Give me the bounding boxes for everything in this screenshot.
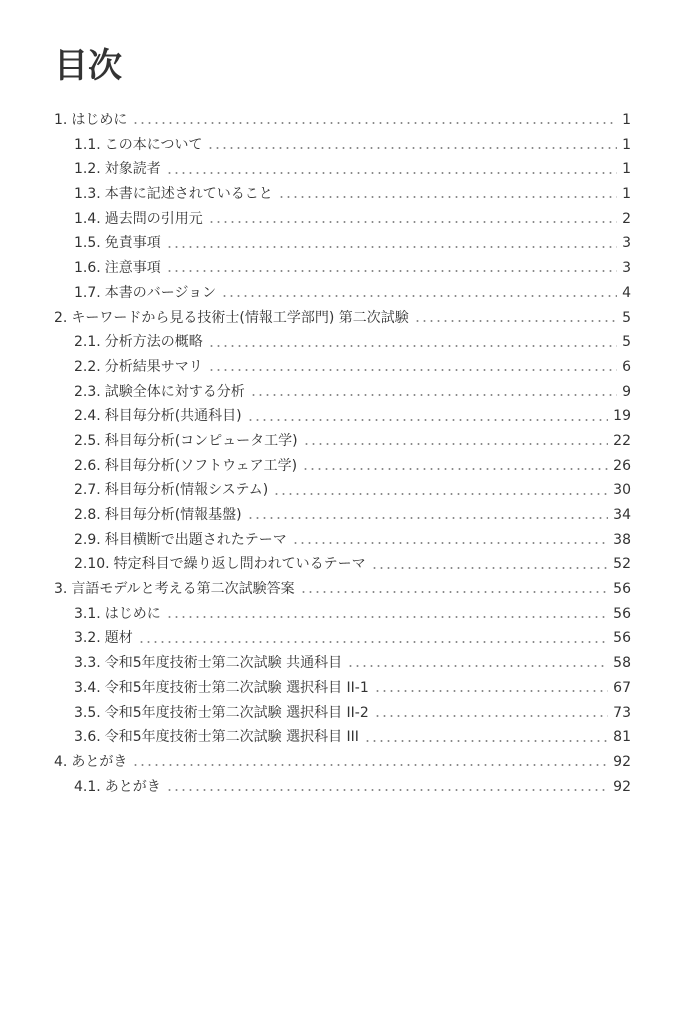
toc-entry-title: 令和5年度技術士第二次試験 選択科目 II-1 xyxy=(104,679,369,696)
toc-entry-title: 令和5年度技術士第二次試験 共通科目 xyxy=(104,655,343,672)
toc-entry-number: 2.2. xyxy=(74,358,101,375)
dot-leader xyxy=(208,368,617,372)
dot-leader xyxy=(207,146,617,150)
dot-leader xyxy=(364,739,608,743)
toc-entry[interactable] xyxy=(54,602,631,627)
toc-entry[interactable] xyxy=(54,701,631,726)
dot-leader xyxy=(166,788,608,792)
toc-entry-page-number: 5 xyxy=(622,334,631,351)
dot-leader xyxy=(273,492,608,496)
toc-entry[interactable] xyxy=(54,306,631,331)
toc-entry-number: 2.3. xyxy=(74,383,101,400)
toc-entry-number: 2.6. xyxy=(74,457,101,474)
toc-entry-number: 1.1. xyxy=(74,136,101,153)
toc-entry-number: 3. xyxy=(54,581,68,598)
dot-leader xyxy=(414,319,617,323)
toc-entry-number: 1.6. xyxy=(74,260,101,277)
dot-leader xyxy=(221,294,617,298)
toc-entry[interactable] xyxy=(54,108,631,133)
toc-entry-page-number: 52 xyxy=(613,556,631,573)
toc-entry-title: キーワードから見る技術士(情報工学部門) 第二次試験 xyxy=(71,309,409,326)
toc-entry[interactable] xyxy=(54,231,631,256)
toc-entry-title: 科目毎分析(情報システム) xyxy=(104,482,269,499)
dot-leader xyxy=(303,442,609,446)
toc-entry-number: 4.1. xyxy=(74,778,101,795)
toc-entry-page-number: 1 xyxy=(622,112,631,128)
toc-entry[interactable] xyxy=(54,552,631,577)
toc-entry-page-number: 38 xyxy=(613,531,631,548)
toc-entry-page-number: 56 xyxy=(613,630,631,647)
toc-entry-number: 4. xyxy=(54,753,68,770)
toc-entry-title: 科目毎分析(コンピュータ工学) xyxy=(104,432,298,449)
toc-entry-title: 試験全体に対する分析 xyxy=(104,383,245,400)
dot-leader xyxy=(247,418,609,422)
toc-entry-number: 1.2. xyxy=(74,161,101,178)
toc-entry-title: 科目毎分析(情報基盤) xyxy=(104,507,242,523)
toc-entry-title: 科目横断で出題されたテーマ xyxy=(104,531,287,548)
toc-entry-page-number: 67 xyxy=(613,679,631,696)
toc-entry-number: 3.2. xyxy=(74,630,101,647)
toc-entry-title: 科目毎分析(共通科目) xyxy=(104,408,242,425)
toc-entry[interactable] xyxy=(54,528,631,553)
toc-entry[interactable] xyxy=(54,157,631,182)
toc-entry[interactable] xyxy=(54,478,631,503)
toc-entry-title: 注意事項 xyxy=(104,260,161,277)
toc-entry[interactable] xyxy=(54,355,631,380)
toc-entry-number: 3.5. xyxy=(74,704,101,721)
toc-entry[interactable] xyxy=(54,380,631,405)
toc-entry-number: 3.1. xyxy=(74,605,101,622)
toc-entry-number: 2.9. xyxy=(74,531,101,548)
toc-entry[interactable] xyxy=(54,429,631,454)
toc-entry-number: 2.7. xyxy=(74,482,101,499)
toc-entry-title: はじめに xyxy=(104,605,161,622)
toc-entry-number: 3.4. xyxy=(74,679,101,696)
toc-entry-title: はじめに xyxy=(71,112,128,128)
toc-entry[interactable] xyxy=(54,750,631,775)
dot-leader xyxy=(300,590,609,594)
toc-entry-page-number: 1 xyxy=(622,136,631,153)
toc-entry-number: 3.3. xyxy=(74,655,101,672)
toc-entry-page-number: 19 xyxy=(613,408,631,425)
toc-entry-title: 特定科目で繰り返し問われているテーマ xyxy=(113,556,366,573)
toc-entry-title: 免責事項 xyxy=(104,235,161,252)
toc-entry[interactable] xyxy=(54,182,631,207)
toc-entry[interactable] xyxy=(54,775,631,800)
toc-entry[interactable] xyxy=(54,207,631,232)
toc-entry-title: 令和5年度技術士第二次試験 選択科目 III xyxy=(104,729,359,746)
dot-leader xyxy=(374,689,608,693)
toc-entry-page-number: 81 xyxy=(613,729,631,746)
toc-entry-title: 過去問の引用元 xyxy=(104,210,203,227)
toc-entry-page-number: 92 xyxy=(613,778,631,795)
dot-leader xyxy=(138,640,608,644)
toc-entry-title: 本書に記述されていること xyxy=(104,186,273,203)
dot-leader xyxy=(247,516,609,520)
toc-entry-page-number: 3 xyxy=(622,235,631,252)
dot-leader xyxy=(166,269,617,273)
toc-entry-page-number: 34 xyxy=(613,507,631,523)
toc-entry-number: 1.5. xyxy=(74,235,101,252)
dot-leader xyxy=(347,664,608,668)
toc-entry-page-number: 1 xyxy=(622,161,631,178)
toc-entry-page-number: 26 xyxy=(613,457,631,474)
toc-entry-number: 1.3. xyxy=(74,186,101,203)
dot-leader xyxy=(278,195,617,199)
dot-leader xyxy=(208,220,617,224)
dot-leader xyxy=(208,344,617,348)
toc-entry-number: 2. xyxy=(54,309,68,326)
dot-leader xyxy=(250,393,617,397)
toc-entry[interactable] xyxy=(54,676,631,701)
toc-entry[interactable] xyxy=(54,281,631,306)
toc-entry[interactable] xyxy=(54,454,631,479)
toc-entry-title: 題材 xyxy=(104,630,133,647)
dot-leader xyxy=(371,566,609,570)
dot-leader xyxy=(292,541,608,545)
toc-entry-page-number: 3 xyxy=(622,260,631,277)
toc-entry-title: 本書のバージョン xyxy=(104,284,217,301)
toc-entry-page-number: 56 xyxy=(613,605,631,622)
toc-entry-title: 対象読者 xyxy=(104,161,161,178)
toc-entry-title: 科目毎分析(ソフトウェア工学) xyxy=(104,457,298,474)
toc-entry-title: 分析方法の概略 xyxy=(104,334,203,351)
dot-leader xyxy=(132,763,608,767)
toc-entry[interactable] xyxy=(54,651,631,676)
toc-entry-page-number: 4 xyxy=(622,284,631,301)
toc-entry-title: 令和5年度技術士第二次試験 選択科目 II-2 xyxy=(104,704,369,721)
toc-entry[interactable] xyxy=(54,330,631,355)
toc-entry-number: 3.6. xyxy=(74,729,101,746)
toc-entry-page-number: 1 xyxy=(622,186,631,203)
toc-entry-number: 2.10. xyxy=(74,556,110,573)
toc-entry-page-number: 56 xyxy=(613,581,631,598)
toc-entry-page-number: 92 xyxy=(613,753,631,770)
toc-entry-title: 言語モデルと考える第二次試験答案 xyxy=(71,581,295,598)
toc-entry-number: 1.7. xyxy=(74,284,101,301)
dot-leader xyxy=(166,615,608,619)
toc-entry[interactable] xyxy=(54,626,631,651)
toc-entry-title: あとがき xyxy=(104,778,161,795)
toc-entry-page-number: 2 xyxy=(622,210,631,227)
page-title: 目次 xyxy=(54,46,122,86)
dot-leader xyxy=(302,467,608,471)
toc-entry-number: 2.1. xyxy=(74,334,101,351)
toc-entry-title: 分析結果サマリ xyxy=(104,358,203,375)
toc-entry-page-number: 22 xyxy=(613,432,631,449)
toc-entry-title: あとがき xyxy=(71,753,128,770)
toc-entry-page-number: 6 xyxy=(622,358,631,375)
toc-entry[interactable] xyxy=(54,577,631,602)
toc-entry-number: 2.8. xyxy=(74,507,101,523)
toc-entry-title: この本について xyxy=(104,136,203,153)
toc-entry-number: 1.4. xyxy=(74,210,101,227)
toc-entry-number: 1. xyxy=(54,112,68,128)
toc-entry-page-number: 58 xyxy=(613,655,631,672)
dot-leader xyxy=(374,714,608,718)
toc-entry[interactable] xyxy=(54,256,631,281)
toc-entry-number: 2.4. xyxy=(74,408,101,425)
toc-entry-page-number: 30 xyxy=(613,482,631,499)
dot-leader xyxy=(166,171,617,175)
toc-entry-page-number: 9 xyxy=(622,383,631,400)
toc-entry[interactable] xyxy=(54,133,631,158)
toc-entry[interactable] xyxy=(54,404,631,429)
toc-entry-page-number: 73 xyxy=(613,704,631,721)
toc-entry[interactable] xyxy=(54,725,631,750)
toc-list xyxy=(54,108,631,799)
toc-entry[interactable] xyxy=(54,503,631,528)
toc-entry-number: 2.5. xyxy=(74,432,101,449)
toc-entry-page-number: 5 xyxy=(622,309,631,326)
dot-leader xyxy=(132,121,617,125)
dot-leader xyxy=(166,245,617,249)
